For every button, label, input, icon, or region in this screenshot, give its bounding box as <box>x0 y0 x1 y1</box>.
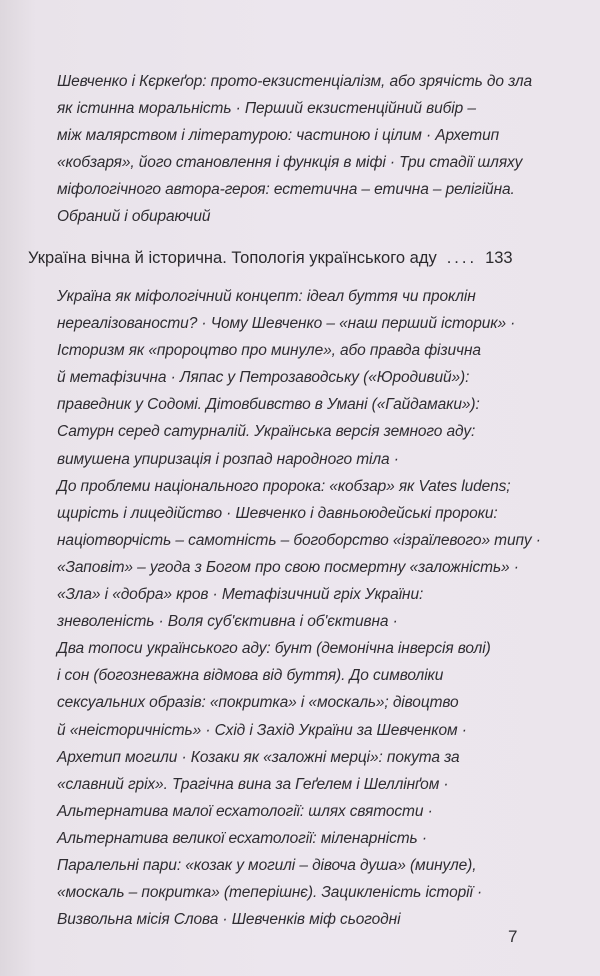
summary-line: націотворчість – самотність – богоборство «ізраїлевого» типу · <box>57 531 541 549</box>
chapter-page-number: 133 <box>485 249 513 267</box>
summary-line: «Заповіт» – угода з Богом про свою посмертну «заложність» · <box>57 558 519 576</box>
summary-line: «москаль – покритка» (теперішнє). Зацикленість історії · <box>57 884 483 902</box>
summary-line: Альтернатива великої есхатології: міленарність · <box>57 829 427 847</box>
summary-line: міфологічного автора-героя: естетична – етична – релігійна. <box>57 181 515 199</box>
summary-line: Альтернатива малої есхатології: шлях святости · <box>57 802 433 820</box>
summary-line: й метафізична · Ляпас у Петрозаводську («Юродивий»): <box>57 369 470 387</box>
summary-line: Шевченко і Кєркеґор: прото-екзистенціалізм, або зрячість до зла <box>57 73 533 90</box>
previous-section-summary <box>57 68 577 231</box>
summary-line: Паралельні пари: «козак у могилі – дівоча душа» (минуле), <box>57 856 477 874</box>
summary-line: зневоленість · Воля суб'єктивна і об'єктивна · <box>57 613 398 631</box>
summary-line: щирість і лицедійство · Шевченко і давньоюдейські пророки: <box>57 504 498 522</box>
summary-line: Архетип могили · Козаки як «заложні мерці»: покута за <box>57 748 460 766</box>
summary-line: Історизм як «пророцтво про минуле», або правда фізична <box>57 342 481 360</box>
summary-line: і сон (богозневажна відмова від буття). До символіки <box>57 667 444 685</box>
summary-line: нереалізованости? · Чому Шевченко – «наш перший історик» · <box>57 315 516 333</box>
summary-line: «Зла» і «добра» кров · Метафізичний гріх України: <box>57 586 424 604</box>
summary-line: До проблеми національного пророка: «кобзар» як Vates ludens; <box>57 477 511 495</box>
toc-entry-heading <box>28 244 588 272</box>
chapter-summary <box>57 283 577 933</box>
summary-line: «славний гріх». Трагічна вина за Геґелем і Шеллінґом · <box>57 775 449 793</box>
dot-leader: .... <box>446 249 478 267</box>
summary-line: сексуальних образів: «покритка» і «москаль»; дівоцтво <box>57 694 459 712</box>
summary-line: праведник у Содомі. Дітовбивство в Умані («Гайдамаки»): <box>57 396 480 414</box>
summary-line: Два топоси українського аду: бунт (демонічна інверсія волі) <box>57 640 491 658</box>
summary-line: Обраний і обираючий <box>57 208 211 226</box>
chapter-title: Україна вічна й історична. Топологія українського аду <box>28 249 437 267</box>
summary-line: між малярством і літературою: частиною і цілим · Архетип <box>57 127 500 145</box>
summary-line: й «неісторичність» · Схід і Захід України за Шевченком · <box>57 721 467 739</box>
summary-line: Сатурн серед сатурналій. Українська версія земного аду: <box>57 423 476 441</box>
summary-line: як істинна моральність · Перший екзистенційний вибір – <box>57 100 476 118</box>
summary-line: вимушена упиризація і розпад народного тіла · <box>57 450 399 468</box>
summary-line: «кобзаря», його становлення і функція в міфі · Три стадії шляху <box>57 154 523 172</box>
summary-line: Визвольна місія Слова · Шевченків міф сьогодні <box>57 911 401 929</box>
page-number: 7 <box>508 927 518 946</box>
summary-line: Україна як міфологічний концепт: ідеал буття чи проклін <box>57 288 476 305</box>
